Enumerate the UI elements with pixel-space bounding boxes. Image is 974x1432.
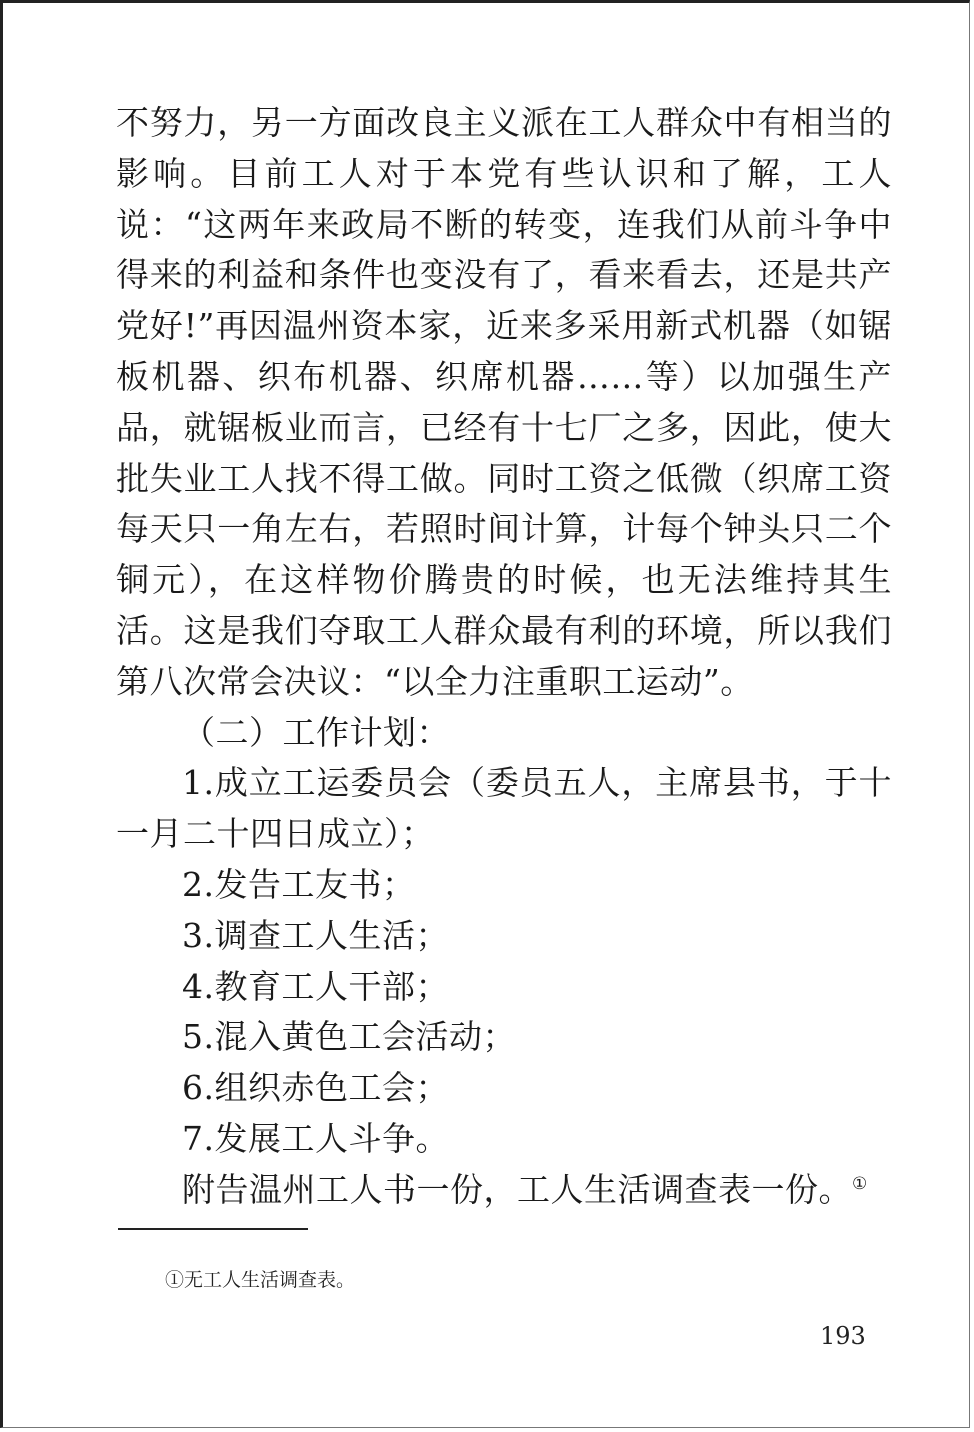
plan-item-3: 3.调查工人生活；: [182, 915, 449, 955]
plan-item-4: 4.教育工人干部；: [182, 966, 449, 1006]
plan-item-2: 2.发告工友书；: [182, 864, 416, 904]
body-paragraph: 不努力，另一方面改良主义派在工人群众中有相当的影响。目前工人对于本党有些认识和了解，工人说：“这两年来政局不断的转变，连我们从前斗争中得来的利益和条件也变没有了，看来看去，还是共产党好!”再因温州资本家，近来多采用新式机器（如锯板机器、织布机器、织席机器……等）以加强生产品，就锯板业而言，已经有十七厂之多，因此，使大批失业工人找不得工做。同时工资之低微（织席工资每天只一角左右，若照时间计算，计每个钟头只二个铜元），在这样物价腾贵的时候，也无法维持其生活。这是我们夺取工人群众最有利的环境，所以我们第八次常会决议：“以全力注重职工运动”。: [116, 103, 892, 701]
footnote-text: ①无工人生活调查表。: [165, 1269, 356, 1291]
attachment-note: [116, 1165, 892, 1216]
plan-list: [116, 860, 892, 1165]
footnote-divider: [118, 1228, 308, 1230]
plan-item-5: 5.混入黄色工会活动；: [182, 1017, 516, 1057]
plan-item-7: 7.发展工人斗争。: [182, 1118, 449, 1158]
plan-item-6: 6.组织赤色工会；: [182, 1068, 449, 1108]
page-number: 193: [820, 1322, 866, 1350]
plan-item-1: 1.成立工运委员会（委员五人，主席县书，于十一月二十四日成立）；: [116, 763, 892, 854]
attachment-note-text: 附告温州工人书一份，工人生活调查表一份。: [182, 1169, 852, 1209]
section-heading: （二）工作计划：: [182, 712, 450, 752]
document-body: [116, 98, 892, 1216]
footnote-marker: ①: [852, 1173, 868, 1194]
